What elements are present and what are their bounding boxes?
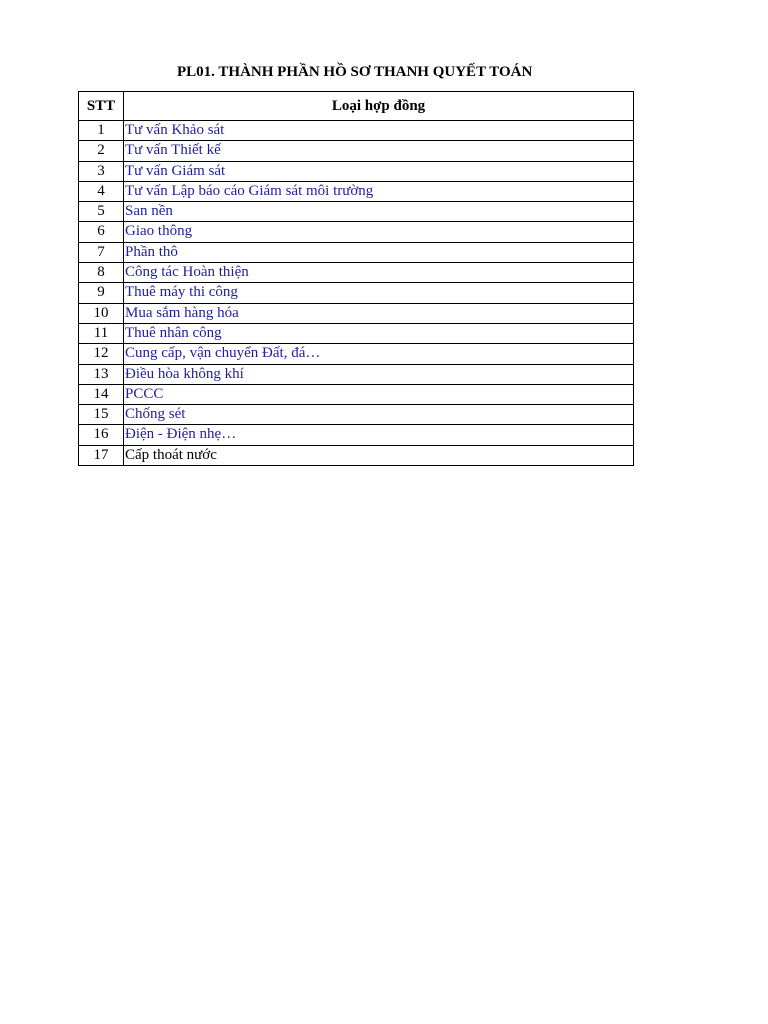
row-number-cell: 13 <box>79 364 124 384</box>
contract-type-cell: PCCC <box>124 384 634 404</box>
row-number-cell: 15 <box>79 405 124 425</box>
table-row <box>79 384 634 404</box>
table-row <box>79 222 634 242</box>
table-row <box>79 161 634 181</box>
row-number-cell: 9 <box>79 283 124 303</box>
contract-type-cell: Tư vấn Thiết kế <box>124 141 634 161</box>
page-title: PL01. THÀNH PHẦN HỒ SƠ THANH QUYẾT TOÁN <box>177 64 533 80</box>
contract-type-cell: Phần thô <box>124 242 634 262</box>
row-number-cell: 6 <box>79 222 124 242</box>
contract-type-table <box>78 91 634 466</box>
row-number-cell: 5 <box>79 202 124 222</box>
contract-type-cell: Điều hòa không khí <box>124 364 634 384</box>
row-number-cell: 14 <box>79 384 124 404</box>
table-row <box>79 242 634 262</box>
row-number-cell: 1 <box>79 121 124 141</box>
row-number-cell: 7 <box>79 242 124 262</box>
table-row <box>79 121 634 141</box>
contract-type-cell: Cung cấp, vận chuyển Đất, đá… <box>124 344 634 364</box>
contract-type-cell: Tư vấn Lập báo cáo Giám sát môi trường <box>124 181 634 201</box>
column-header-stt: STT <box>79 92 124 121</box>
column-header-contract-type: Loại hợp đồng <box>124 92 634 121</box>
contract-type-cell: Tư vấn Giám sát <box>124 161 634 181</box>
table-row <box>79 445 634 465</box>
contract-type-cell: Thuê máy thi công <box>124 283 634 303</box>
row-number-cell: 10 <box>79 303 124 323</box>
contract-type-cell: Công tác Hoàn thiện <box>124 263 634 283</box>
row-number-cell: 4 <box>79 181 124 201</box>
table-row <box>79 141 634 161</box>
table-row <box>79 263 634 283</box>
table-row <box>79 323 634 343</box>
row-number-cell: 3 <box>79 161 124 181</box>
table-row <box>79 405 634 425</box>
table-body <box>79 121 634 466</box>
contract-type-cell: Tư vấn Khảo sát <box>124 121 634 141</box>
row-number-cell: 17 <box>79 445 124 465</box>
table-row <box>79 202 634 222</box>
table-row <box>79 344 634 364</box>
table-row <box>79 181 634 201</box>
table-header <box>79 92 634 121</box>
contract-type-cell: Điện - Điện nhẹ… <box>124 425 634 445</box>
table-row <box>79 364 634 384</box>
table-row <box>79 425 634 445</box>
header-row <box>79 92 634 121</box>
contract-type-cell: Mua sắm hàng hóa <box>124 303 634 323</box>
table-row <box>79 303 634 323</box>
contract-type-cell: Thuê nhân công <box>124 323 634 343</box>
row-number-cell: 2 <box>79 141 124 161</box>
contract-type-cell: Cấp thoát nước <box>124 445 634 465</box>
row-number-cell: 16 <box>79 425 124 445</box>
contract-type-cell: Giao thông <box>124 222 634 242</box>
row-number-cell: 11 <box>79 323 124 343</box>
contract-type-cell: San nền <box>124 202 634 222</box>
table-row <box>79 283 634 303</box>
contract-type-cell: Chống sét <box>124 405 634 425</box>
row-number-cell: 8 <box>79 263 124 283</box>
row-number-cell: 12 <box>79 344 124 364</box>
